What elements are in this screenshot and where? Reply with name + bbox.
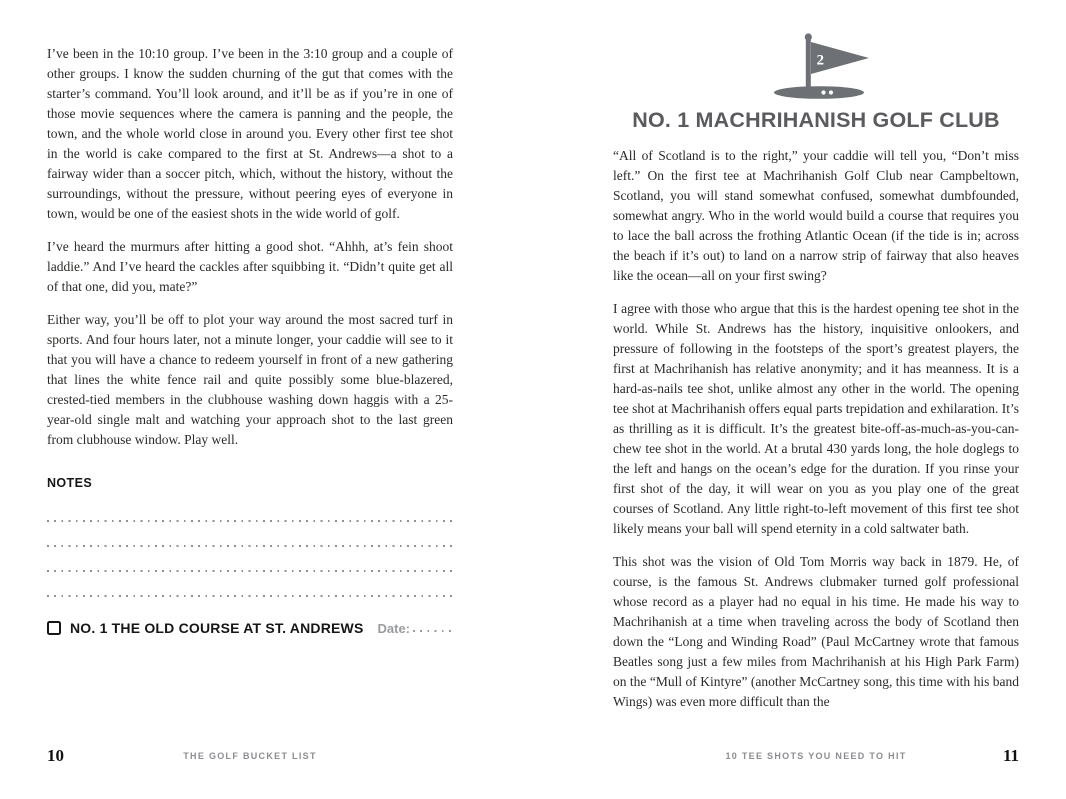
date-dotted-line bbox=[413, 630, 453, 632]
running-title-right: 10 TEE SHOTS YOU NEED TO HIT bbox=[725, 751, 907, 761]
flag-number: 2 bbox=[816, 52, 824, 69]
checkbox-icon bbox=[47, 621, 61, 635]
body-paragraph: This shot was the vision of Old Tom Morris way back in 1879. He, of course, is the famous St. Andrews clubmaker turned golf professional whose record as a player had no equal in his time. He made his way to Machrihanish at a time when traveling across the body of Scotland then down the “Long and Winding Road” (Paul McCartney wrote that famous Beatles song just a few miles from Machrihanish at his High Park Farm) on the “Mull of Kintyre” (another McCartney song, this time with his band Wings) was even more difficult than the bbox=[613, 554, 1019, 709]
checklist-item bbox=[47, 620, 453, 636]
page-number-left: 10 bbox=[47, 746, 64, 765]
notes-lines bbox=[47, 520, 453, 597]
right-page bbox=[613, 33, 1019, 712]
notes-line bbox=[47, 545, 453, 547]
left-page bbox=[47, 44, 453, 636]
body-paragraph: “All of Scotland is to the right,” your caddie will tell you, “Don’t miss left.” On the first tee at Machrihanish Golf Club near Campbeltown, Scotland, you will stand somewhat confused, somewhat dumbfounded, somewhat angry. Who in the world would build a course that requires you to lace the ball across the frothing Atlantic Ocean (if the tide is in; across the beach if it’s out) to land on a narrow strip of fairway that also heaves like the ocean—all on your first swing? bbox=[613, 148, 1019, 283]
date-label: Date: bbox=[377, 620, 411, 636]
body-paragraph: I’ve heard the murmurs after hitting a good shot. “Ahhh, at’s fein shoot laddie.” And I’ve heard the cackles after squibbing it. “Didn’t quite get all of that one, did you, mate?” bbox=[47, 239, 453, 294]
notes-line bbox=[47, 520, 453, 522]
running-title-left: THE GOLF BUCKET LIST bbox=[183, 751, 317, 761]
notes-heading: NOTES bbox=[47, 476, 93, 490]
body-paragraph: I’ve been in the 10:10 group. I’ve been in the 3:10 group and a couple of other groups. I know the sudden churning of the gut that comes with the starter’s command. You’ll look around, and it’ll be as if you’re in one of those movie sequences where the camera is panning and the people, the town, and the whole world close in around you. Every other first tee shot in the world is cake compared to the first at St. Andrews—a shot to a fairway wider than a soccer pitch, which, without the history, without the surroundings, without the pressure, without peering eyes of everyone in town, would be one of the easiest shots in the wide world of golf. bbox=[47, 46, 453, 221]
checklist-label: NO. 1 THE OLD COURSE AT ST. ANDREWS bbox=[70, 620, 364, 636]
page-number-right: 11 bbox=[1002, 746, 1019, 765]
golf-flag-icon bbox=[772, 33, 872, 99]
notes-line bbox=[47, 595, 453, 597]
notes-line bbox=[47, 570, 453, 572]
body-paragraph: Either way, you’ll be off to plot your way around the most sacred turf in sports. And four hours later, not a minute longer, your caddie will see to it that you will have a chance to redeem yourself in front of a new gathering that lines the white fence rail and quite possibly some blue-blazered, crested-tied members in the clubhouse washing down haggis with a 25-year-old single malt and watching your approach shot to the last green from clubhouse window. Play well. bbox=[47, 312, 453, 447]
chapter-heading: NO. 1 MACHRIHANISH GOLF CLUB bbox=[632, 108, 1000, 132]
body-paragraph: I agree with those who argue that this is the hardest opening tee shot in the world. While St. Andrews has the history, inquisitive onlookers, and pressure of following in the footsteps of the sport’s greatest players, the first at Machrihanish has relative anonymity; and it has meanness. It is a hard-as-nails tee shot, unlike almost any other in the world. The opening tee shot at Machrihanish offers equal parts trepidation and exhilaration. It’s as thrilling as it is difficult. It’s the greatest bite-off-as-much-as-you-can-chew tee shot in the world. At a brutal 430 yards long, the hole doglegs to the left and hangs on the ocean’s edge for the duration. If you rinse your first shot of the day, it will wear on you as you play one of the great courses of Scotland. Any little right-to-left movement of this first tee shot likely means your ball will spend eternity in a cold saltwater bath. bbox=[613, 301, 1019, 536]
